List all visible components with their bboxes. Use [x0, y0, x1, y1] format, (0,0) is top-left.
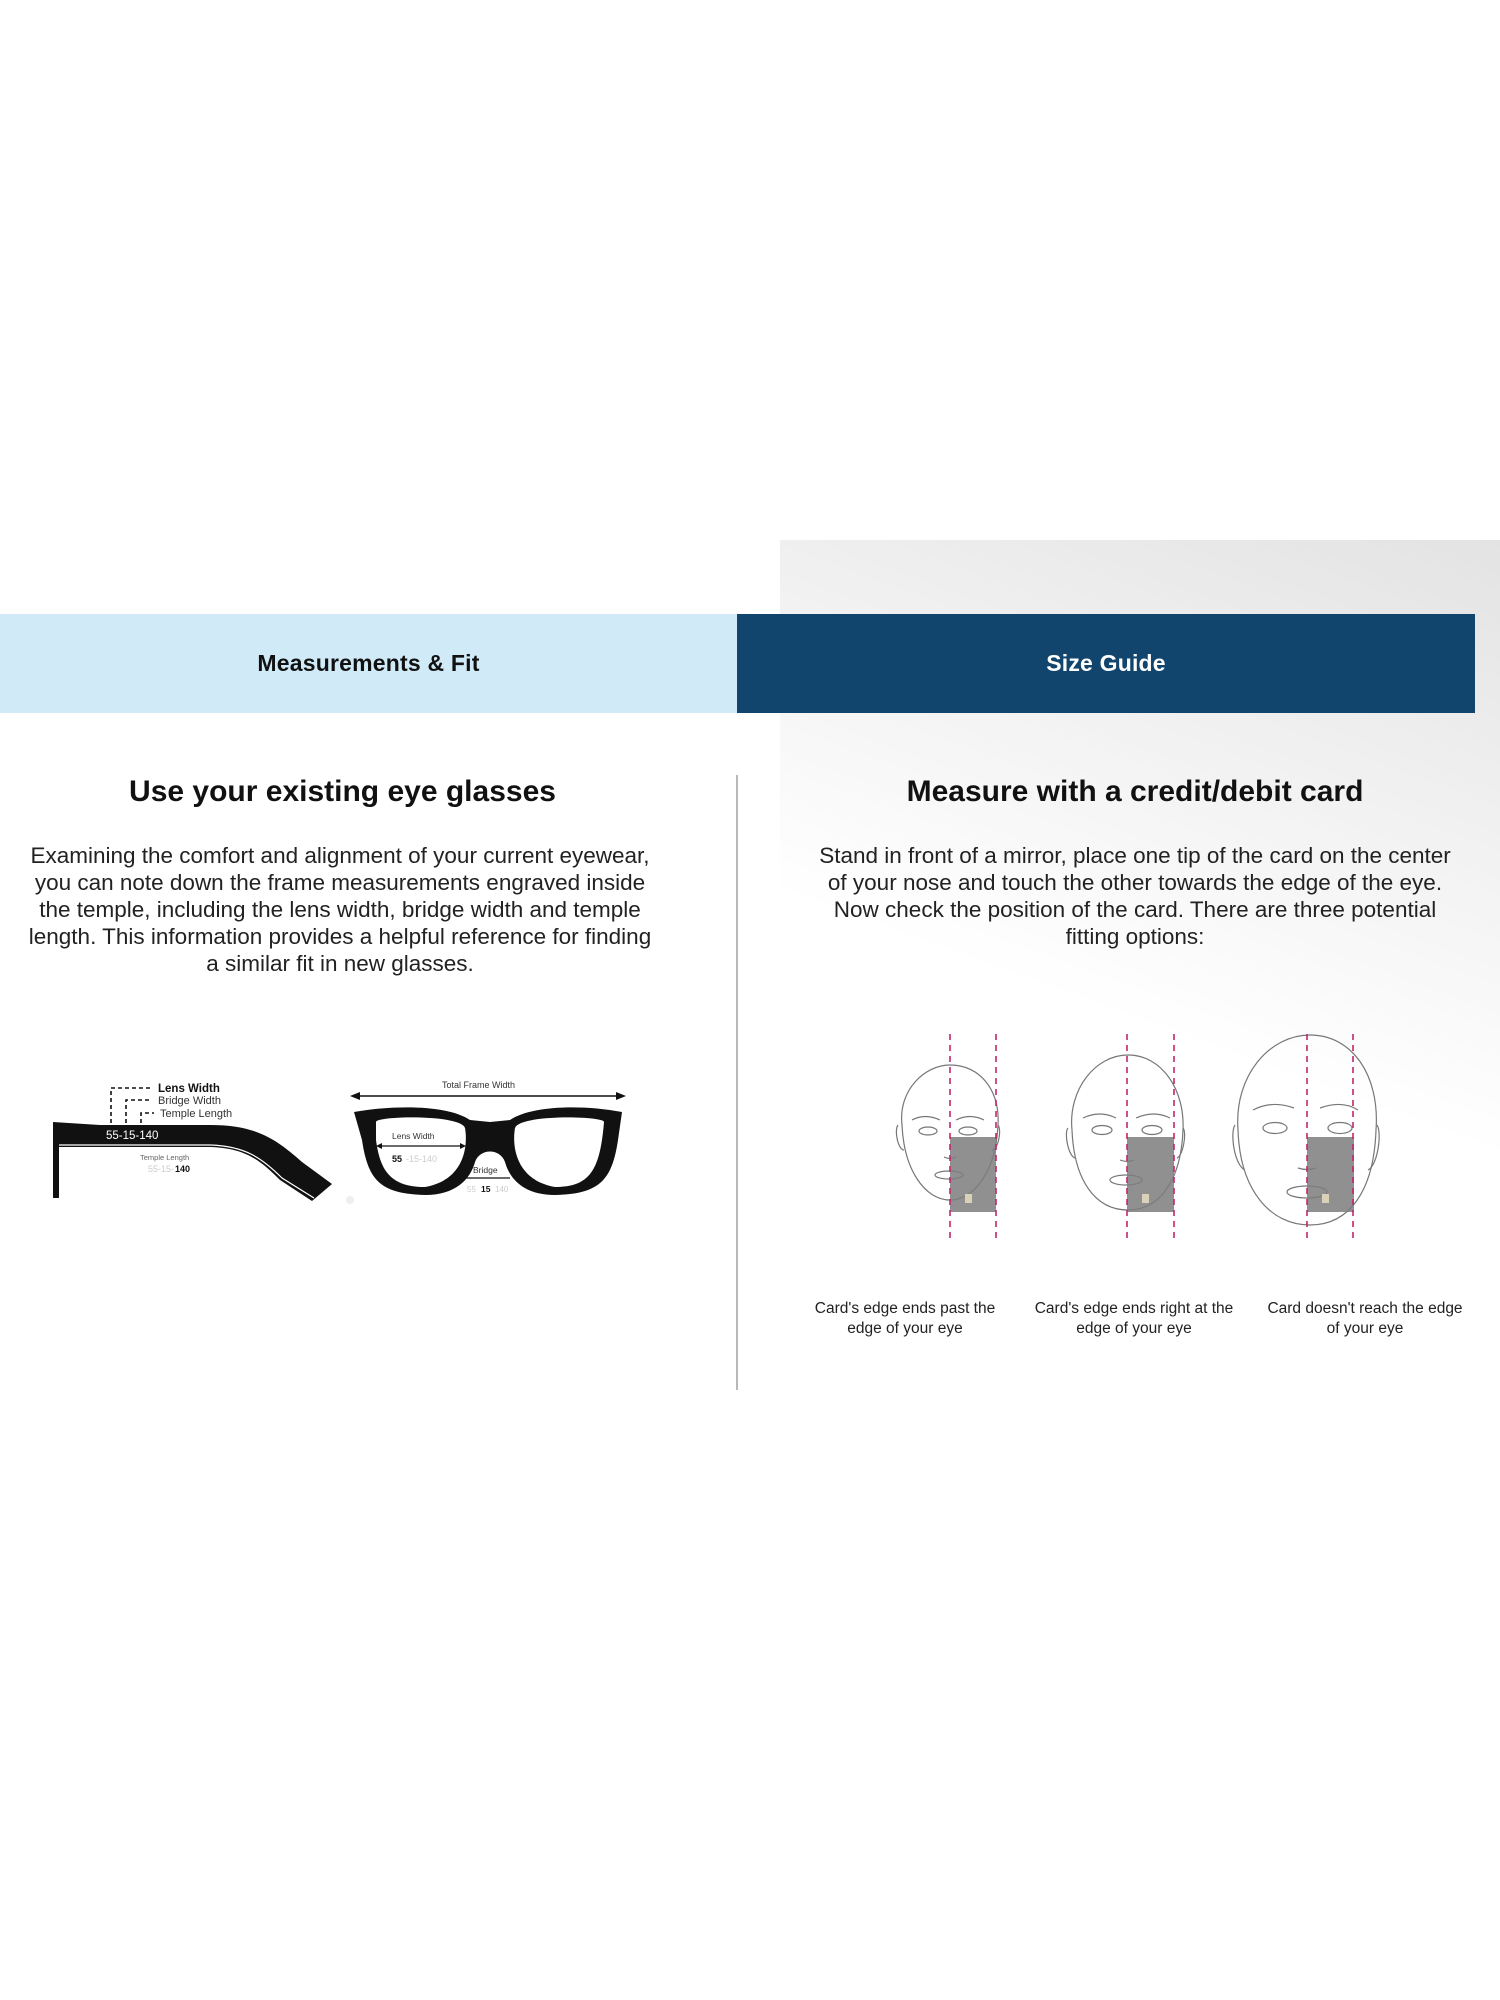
- tab-size-guide[interactable]: [737, 614, 1475, 713]
- engraving-text: 55-15-140: [106, 1130, 159, 1142]
- temple-value-muted: 55-15-: [148, 1164, 175, 1174]
- tab-label: Measurements & Fit: [257, 650, 480, 676]
- card-3: [1307, 1137, 1354, 1212]
- credit-card-description: Stand in front of a mirror, place one tip of the card on the center of your nose and touch the other towards the edge of the eye. Now check the position of the card. There are three potential fitting options:: [819, 843, 1451, 949]
- lens-width-label: Lens Width: [392, 1131, 435, 1141]
- bridge-value-bold: 15: [481, 1184, 491, 1194]
- option-caption-1: Card's edge ends past the edge of your eye: [814, 1300, 996, 1337]
- option-caption-2: Card's edge ends right at the edge of your eye: [1034, 1300, 1234, 1337]
- legend-temple-length: Temple Length: [160, 1108, 233, 1120]
- bridge-label: Bridge: [473, 1165, 498, 1175]
- bridge-value-muted-left: 55: [467, 1185, 476, 1194]
- temple-length-label: Temple Length: [140, 1153, 190, 1162]
- column-divider: [736, 775, 738, 1390]
- temple-arm-diagram: [40, 1070, 360, 1210]
- existing-glasses-title: Use your existing eye glasses: [129, 775, 556, 808]
- face-large-icon: [1233, 1035, 1379, 1225]
- card-1: [950, 1137, 996, 1212]
- lens-width-value-bold: 55: [392, 1154, 403, 1164]
- tab-label: Size Guide: [1046, 650, 1166, 676]
- option-caption-3: Card doesn't reach the edge of your eye: [1267, 1300, 1463, 1337]
- legend-lens-width: Lens Width: [158, 1083, 220, 1095]
- lens-width-value-muted: -15-140: [406, 1154, 438, 1164]
- tab-measurements-fit[interactable]: [0, 614, 737, 713]
- bridge-value-muted-right: 140: [495, 1185, 509, 1194]
- total-frame-width-label: Total Frame Width: [442, 1080, 516, 1090]
- legend-bridge-width: Bridge Width: [158, 1095, 221, 1107]
- card-2: [1127, 1137, 1174, 1212]
- front-frame-diagram: [340, 1070, 640, 1210]
- tab-bar: [0, 614, 1475, 713]
- existing-glasses-description: Examining the comfort and alignment of your current eyewear, you can note down the frame measurements engraved inside the temple, including the lens width, bridge width and temple length. This information provides a helpful reference for finding a similar fit in new glasses.: [28, 843, 652, 976]
- face-illustrations: [880, 1020, 1420, 1260]
- credit-card-title: Measure with a credit/debit card: [906, 775, 1364, 808]
- temple-value-bold: 140: [175, 1164, 191, 1174]
